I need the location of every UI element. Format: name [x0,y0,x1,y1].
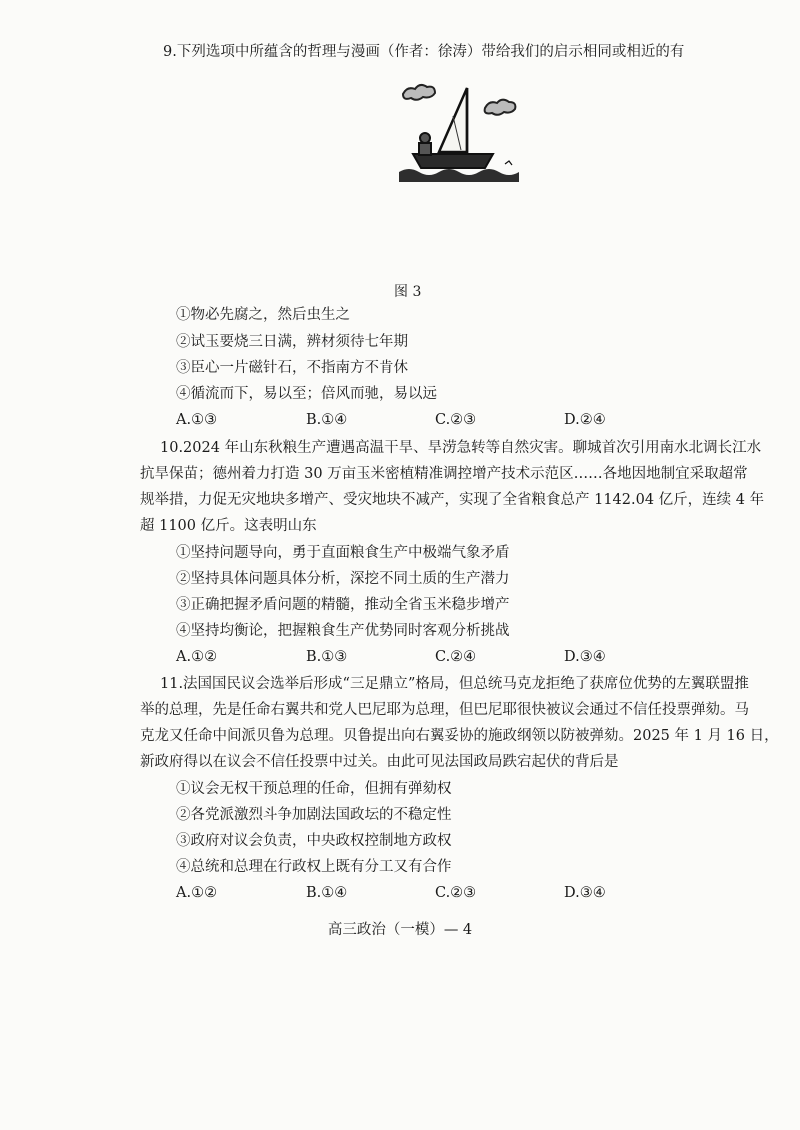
q11-stem-line-3: 克龙又任命中间派贝鲁为总理。贝鲁提出向右翼妥协的施政纲领以防被弹劾。2025 年 1 月 16 日， [140,728,779,744]
q10-choice-a[interactable]: A.①② [176,649,218,665]
page-footer: 高三政治（一模）— 4 [327,922,473,938]
q11-stem-line-4: 新政府得以在议会不信任投票中过关。由此可见法国政局跌宕起伏的背后是 [140,754,619,770]
q11-choice-d[interactable]: D.③④ [564,885,606,901]
q9-choice-d[interactable]: D.②④ [564,412,606,428]
q11-option-4: ④总统和总理在行政权上既有分工又有合作 [176,859,452,875]
figure-caption: 图 3 [394,284,422,300]
q11-option-1: ①议会无权干预总理的任命，但拥有弹劾权 [176,781,452,797]
q11-option-2: ②各党派激烈斗争加剧法国政坛的不稳定性 [176,807,452,823]
water [399,169,519,182]
q9-choice-a[interactable]: A.①③ [176,412,218,428]
cloud-right [485,100,516,115]
q9-stem: 9.下列选项中所蕴含的哲理与漫画（作者：徐涛）带给我们的启示相同或相近的有 [163,44,685,60]
q10-stem-line-2: 抗旱保苗；德州着力打造 30 万亩玉米密植精准调控增产技术示范区……各地因地制宜采取超常 [140,466,748,482]
q9-option-4: ④循流而下，易以至；倍风而驰，易以远 [176,386,437,402]
q10-option-2: ②坚持具体问题具体分析，深挖不同土质的生产潜力 [176,571,510,587]
q9-option-3: ③臣心一片磁针石，不指南方不肯休 [176,360,408,376]
q10-choice-d[interactable]: D.③④ [564,649,606,665]
boat-hull [413,154,493,168]
q11-choice-c[interactable]: C.②③ [435,885,477,901]
q10-option-1: ①坚持问题导向，勇于直面粮食生产中极端气象矛盾 [176,545,510,561]
q9-choice-c[interactable]: C.②③ [435,412,477,428]
q10-option-3: ③正确把握矛盾问题的精髓，推动全省玉米稳步增产 [176,597,510,613]
q10-stem-line-1: 10.2024 年山东秋粮生产遭遇高温干旱、旱涝急转等自然灾害。聊城首次引用南水北调长江水 [160,440,762,456]
q10-stem-line-3: 规举措，力促无灾地块多增产、受灾地块不减产，实现了全省粮食总产 1142.04 亿斤，连续 4 年 [140,492,765,508]
q9-option-1: ①物必先腐之，然后虫生之 [176,307,350,323]
sail [439,88,467,152]
q9-choice-b[interactable]: B.①④ [306,412,348,428]
q11-choice-a[interactable]: A.①② [176,885,218,901]
person [419,133,431,155]
q11-choice-b[interactable]: B.①④ [306,885,348,901]
q10-choice-c[interactable]: C.②④ [435,649,477,665]
q10-option-4: ④坚持均衡论，把握粮食生产优势同时客观分析挑战 [176,623,510,639]
q10-choice-b[interactable]: B.①③ [306,649,348,665]
q11-stem-line-1: 11.法国国民议会选举后形成“三足鼎立”格局，但总统马克龙拒绝了获席位优势的左翼联盟推 [160,676,749,692]
q11-stem-line-2: 举的总理，先是任命右翼共和党人巴尼耶为总理，但巴尼耶很快被议会通过不信任投票弹劾。马 [140,702,749,718]
q10-stem-line-4: 超 1100 亿斤。这表明山东 [140,518,317,534]
sailboat-cartoon [395,80,525,188]
q11-option-3: ③政府对议会负责，中央政权控制地方政权 [176,833,452,849]
q9-option-2: ②试玉要烧三日满，辨材须待七年期 [176,334,408,350]
cloud-left [403,85,435,100]
